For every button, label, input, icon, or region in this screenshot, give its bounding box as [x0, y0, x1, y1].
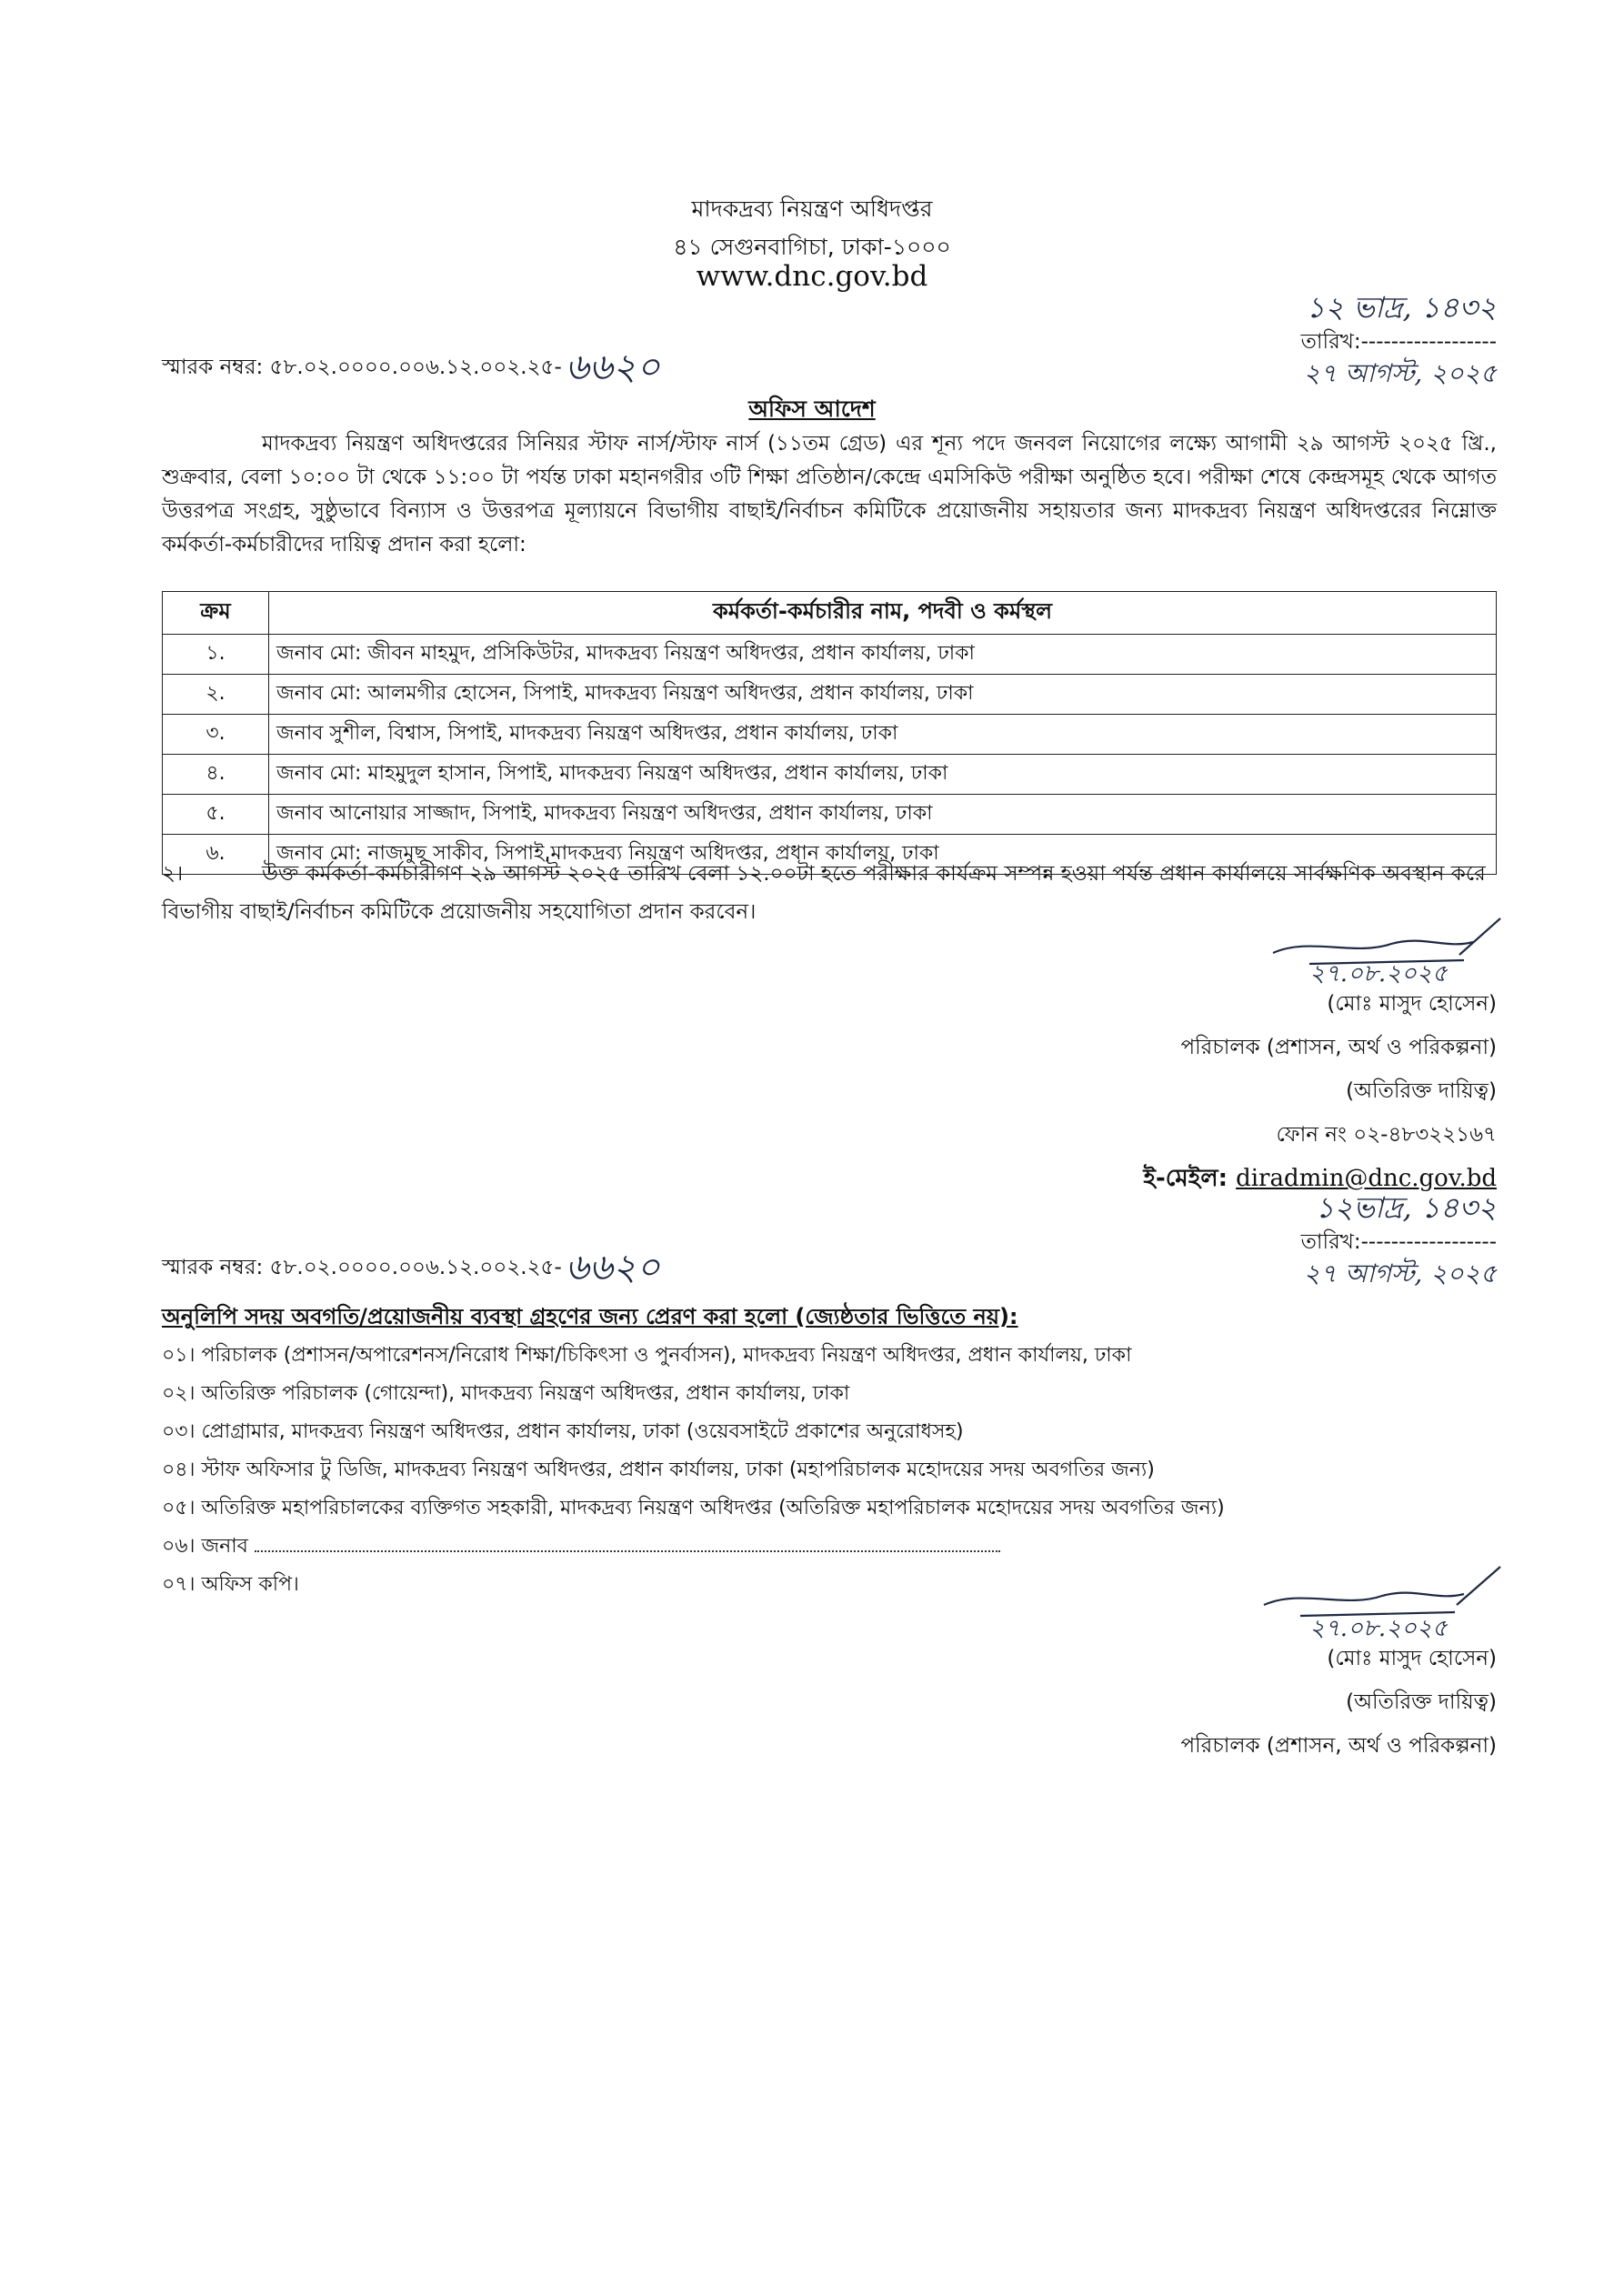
memo-number [162, 338, 660, 399]
signature-1-date: ২৭.০৮.২০২৫ [1309, 960, 1448, 988]
row-serial: ৩. [163, 715, 269, 755]
signatory-name: (মোঃ মাসুদ হোসেন) [1327, 992, 1497, 1016]
row-serial: ৫. [163, 795, 269, 835]
row-serial: ২. [163, 675, 269, 715]
item-6-label: ০৬। জনাব [162, 1535, 248, 1558]
col-serial: ক্রম [163, 592, 269, 635]
memo-number-prefix: স্মারক নম্বর: ৫৮.০২.০০০০.০০৬.১২.০০২.২৫- [162, 356, 562, 379]
signature-block-1 [987, 982, 1497, 1200]
table-row [163, 635, 1497, 675]
table-row [163, 795, 1497, 835]
date-label: তারিখ:------------------ [1300, 330, 1497, 354]
signature-2-date: ২৭.০৮.২০২৫ [1309, 1615, 1448, 1642]
list-item: ০৫। অতিরিক্ত মহাপরিচালকের ব্যক্তিগত সহকারী, মাদকদ্রব্য নিয়ন্ত্রণ অধিদপ্তর (অতিরিক্ত মহাপরিচালক মহোদয়ের সদয় অবগতির জন্য) [162, 1497, 1225, 1519]
org-address: ৪১ সেগুনবাগিচা, ঢাকা-১০০০ [673, 234, 951, 260]
order-title: অফিস আদেশ [748, 396, 876, 422]
signature-block-2 [987, 1637, 1497, 1768]
blank-dotted-line [255, 1530, 1000, 1552]
bengali-date: ১২ভাদ্র, ১৪৩২ [1315, 1190, 1497, 1225]
memo-date-block [1197, 289, 1497, 389]
org-website: www.dnc.gov.bd [696, 260, 928, 293]
row-serial: ১. [163, 635, 269, 675]
signatory-phone: ফোন নং ০২-৪৮৩২২১৬৭ [1276, 1123, 1497, 1147]
email-link[interactable]: diradmin@dnc.gov.bd [1236, 1165, 1497, 1192]
row-text: জনাব আনোয়ার সাজ্জাদ, সিপাই, মাদকদ্রব্য নিয়ন্ত্রণ অধিদপ্তর, প্রধান কার্যালয়, ঢাকা [269, 795, 1497, 835]
memo-number-2 [162, 1238, 660, 1299]
memo-number-prefix: স্মারক নম্বর: ৫৮.০২.০০০০.০০৬.১২.০০২.২৫- [162, 1256, 562, 1279]
row-text: জনাব মো: নাজমুছ সাকীব, সিপাই,মাদকদ্রব্য নিয়ন্ত্রণ অধিদপ্তর, প্রধান কার্যালয়, ঢাকা [269, 835, 1497, 875]
row-text: জনাব মো: আলমগীর হোসেন, সিপাই, মাদকদ্রব্য নিয়ন্ত্রণ অধিদপ্তর, প্রধান কার্যালয়, ঢাকা [269, 675, 1497, 715]
date-label: তারিখ:------------------ [1300, 1230, 1497, 1254]
table-header-row [163, 592, 1497, 635]
signatory-designation: পরিচালক (প্রশাসন, অর্থ ও পরিকল্পনা) [1180, 1036, 1497, 1059]
signatory-additional-charge: (অতিরিক্ত দায়িত্ব) [1346, 1079, 1497, 1103]
list-item: ০১। পরিচালক (প্রশাসন/অপারেশনস/নিরোধ শিক্ষা/চিকিৎসা ও পুনর্বাসন), মাদকদ্রব্য নিয়ন্ত্রণ অধিদপ্তর, প্রধান কার্যালয়, ঢাকা [162, 1344, 1132, 1367]
row-serial: ৪. [163, 755, 269, 795]
row-text: জনাব মো: মাহমুদুল হাসান, সিপাই, মাদকদ্রব্য নিয়ন্ত্রণ অধিদপ্তর, প্রধান কার্যালয়, ঢাকা [269, 755, 1497, 795]
staff-table [162, 591, 1497, 875]
table-row [163, 675, 1497, 715]
row-text: জনাব মো: জীবন মাহমুদ, প্রসিকিউটর, মাদকদ্রব্য নিয়ন্ত্রণ অধিদপ্তর, প্রধান কার্যালয়, ঢাকা [269, 635, 1497, 675]
list-item: ০৪। স্টাফ অফিসার টু ডিজি, মাদকদ্রব্য নিয়ন্ত্রণ অধিদপ্তর, প্রধান কার্যালয়, ঢাকা (মহাপরিচালক মহোদয়ের সদয় অবগতির জন্য) [162, 1459, 1155, 1481]
table-row [163, 755, 1497, 795]
signatory-designation: পরিচালক (প্রশাসন, অর্থ ও পরিকল্পনা) [1180, 1734, 1497, 1758]
order-paragraph-1: মাদকদ্রব্য নিয়ন্ত্রণ অধিদপ্তরের সিনিয়র স্টাফ নার্স/স্টাফ নার্স (১১তম গ্রেড) এর শূন্য পদে জনবল নিয়োগের লক্ষ্যে আগামী ২৯ আগস্ট ২০২৫ খ্রি., শুক্রবার, বেলা ১০:০০ টা থেকে ১১:০০ টা পর্যন্ত ঢাকা মহানগরীর ৩টি শিক্ষা প্রতিষ্ঠান/কেন্দ্রে এমসিকিউ পরীক্ষা অনুষ্ঠিত হবে। পরীক্ষা শেষে কেন্দ্রসমূহ থেকে আগত উত্তরপত্র সংগ্রহ, সুষ্ঠুভাবে বিন্যাস ও উত্তরপত্র মূল্যায়নে বিভাগীয় বাছাই/নির্বাচন কমিটিকে প্রয়োজনীয় সহায়তার জন্য মাদকদ্রব্য নিয়ন্ত্রণ অধিদপ্তরের নিম্নোক্ত কর্মকর্তা-কর্মচারীদের দায়িত্ব প্রদান করা হলো: [162, 432, 1497, 556]
list-item: ০৩। প্রোগ্রামার, মাদকদ্রব্য নিয়ন্ত্রণ অধিদপ্তর, প্রধান কার্যালয়, ঢাকা (ওয়েবসাইটে প্রকাশের অনুরোধসহ) [162, 1420, 964, 1443]
memo-number-handwritten: ৬৬২০ [565, 1247, 660, 1288]
org-name: মাদকদ্রব্য নিয়ন্ত্রণ অধিদপ্তর [691, 196, 933, 222]
col-name-designation: কর্মকর্তা-কর্মচারীর নাম, পদবী ও কর্মস্থল [269, 592, 1497, 635]
list-item: ০২। অতিরিক্ত পরিচালক (গোয়েন্দা), মাদকদ্রব্য নিয়ন্ত্রণ অধিদপ্তর, প্রধান কার্যালয়, ঢাকা [162, 1382, 850, 1405]
signatory-additional-charge: (অতিরিক্ত দায়িত্ব) [1346, 1690, 1497, 1714]
english-date: ২৭ আগস্ট, ২০২৫ [1303, 1258, 1497, 1288]
memo-number-handwritten: ৬৬২০ [565, 346, 660, 388]
row-text: জনাব সুশীল, বিশ্বাস, সিপাই, মাদকদ্রব্য নিয়ন্ত্রণ অধিদপ্তর, প্রধান কার্যালয়, ঢাকা [269, 715, 1497, 755]
email-label: ই-মেইল: [1143, 1165, 1237, 1192]
copies-heading: অনুলিপি সদয় অবগতি/প্রয়োজনীয় ব্যবস্থা গ্রহণের জন্য প্রেরণ করা হলো (জ্যেষ্ঠতার ভিত্তিতে নয়): [162, 1304, 1018, 1329]
paragraph-2-number: ২। [162, 862, 184, 886]
row-serial: ৬. [163, 835, 269, 875]
memo-2-date-block [1197, 1189, 1497, 1289]
table-row [163, 715, 1497, 755]
english-date: ২৭ আগস্ট, ২০২৫ [1303, 358, 1497, 388]
list-item: ০৭। অফিস কপি। [162, 1573, 299, 1596]
signatory-name: (মোঃ মাসুদ হোসেন) [1327, 1647, 1497, 1670]
paragraph-2-text: উক্ত কর্মকর্তা-কর্মচারীগণ ২৯ আগস্ট ২০২৫ তারিখ বেলা ১২.০০টা হতে পরীক্ষার কার্যক্রম সম্পন্ন হওয়া পর্যন্ত প্রধান কার্যালয়ে সার্বক্ষণিক অবস্থান করে বিভাগীয় বাছাই/নির্বাচন কমিটিকে প্রয়োজনীয় সহযোগিতা প্রদান করবেন। [162, 862, 1486, 924]
bengali-date: ১২ ভাদ্র, ১৪৩২ [1306, 290, 1497, 325]
